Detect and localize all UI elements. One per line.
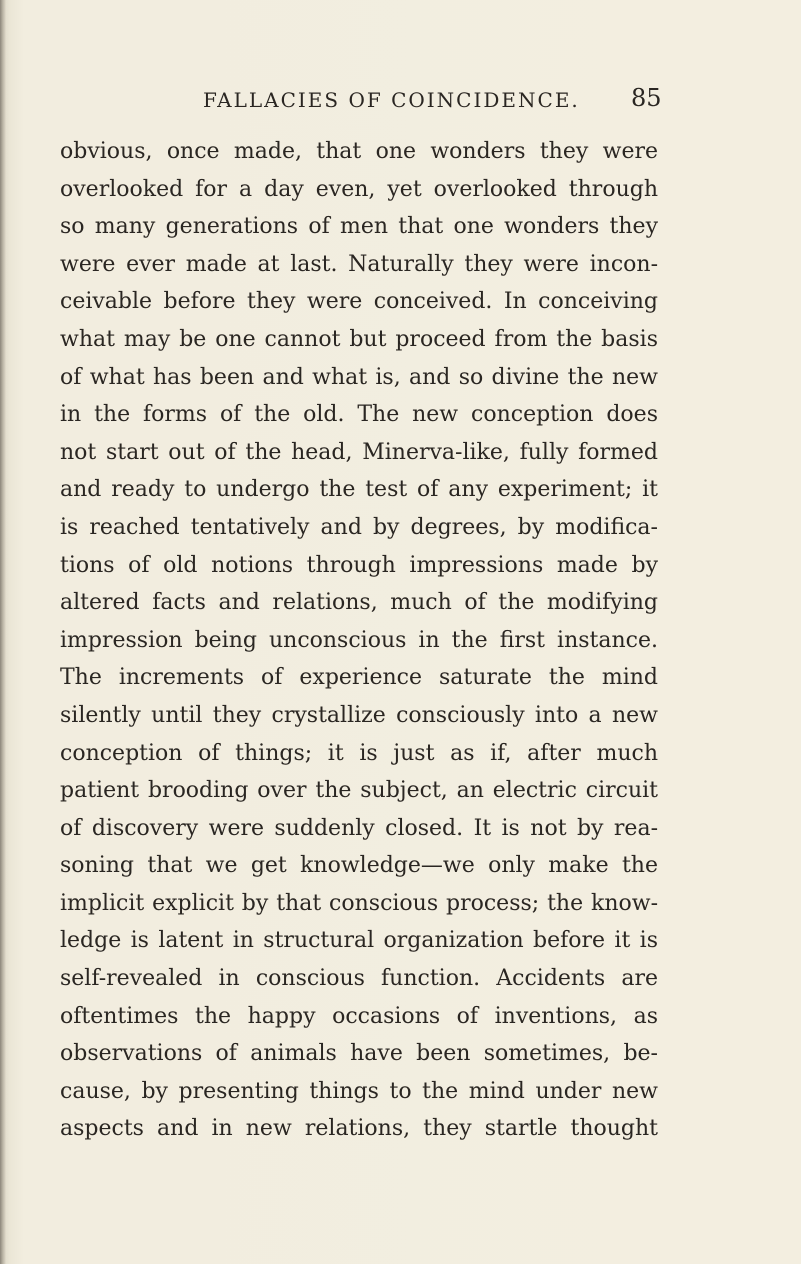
text-line: observations of animals have been sometimes, be- <box>60 1041 658 1067</box>
text-line: so many generations of men that one wonders they <box>60 214 658 240</box>
text-line: ceivable before they were conceived. In conceiving <box>60 289 658 315</box>
text-line: soning that we get knowledge—we only make the <box>60 853 658 879</box>
text-line: implicit explicit by that conscious process; the know- <box>60 890 658 916</box>
body-text <box>60 133 658 1148</box>
text-line: were ever made at last. Naturally they were incon- <box>60 251 658 277</box>
text-line: is reached tentatively and by degrees, by modifica- <box>60 514 658 540</box>
text-line: aspects and in new relations, they startle thought <box>60 1116 658 1142</box>
text-line: The increments of experience saturate the mind <box>60 665 658 691</box>
text-line: patient brooding over the subject, an electric circuit <box>60 778 658 804</box>
text-line: impression being unconscious in the first instance. <box>60 627 658 653</box>
text-line: and ready to undergo the test of any experiment; it <box>60 477 658 503</box>
text-line: conception of things; it is just as if, after much <box>60 740 658 766</box>
text-line: in the forms of the old. The new conception does <box>60 402 658 428</box>
text-line: oftentimes the happy occasions of inventions, as <box>60 1003 658 1029</box>
text-line: not start out of the head, Minerva-like, fully formed <box>60 439 658 465</box>
text-line: silently until they crystallize consciously into a new <box>60 702 658 728</box>
text-line: altered facts and relations, much of the modifying <box>60 590 658 616</box>
text-line: overlooked for a day even, yet overlooked through <box>60 176 658 202</box>
running-head <box>0 84 801 122</box>
text-line: ledge is latent in structural organization before it is <box>60 928 658 954</box>
text-line: of discovery were suddenly closed. It is not by rea- <box>60 815 658 841</box>
text-line: obvious, once made, that one wonders they were <box>60 139 658 164</box>
text-line: cause, by presenting things to the mind under new <box>60 1078 658 1104</box>
text-line: self-revealed in conscious function. Accidents are <box>60 966 658 992</box>
text-line: what may be one cannot but proceed from the basis <box>60 326 658 352</box>
text-line: of what has been and what is, and so divine the new <box>60 364 658 390</box>
text-line: tions of old notions through impressions made by <box>60 552 658 578</box>
binding-gutter <box>0 0 6 1264</box>
running-head-title: FALLACIES OF COINCIDENCE. <box>203 88 580 112</box>
page-number: 85 <box>631 84 662 112</box>
